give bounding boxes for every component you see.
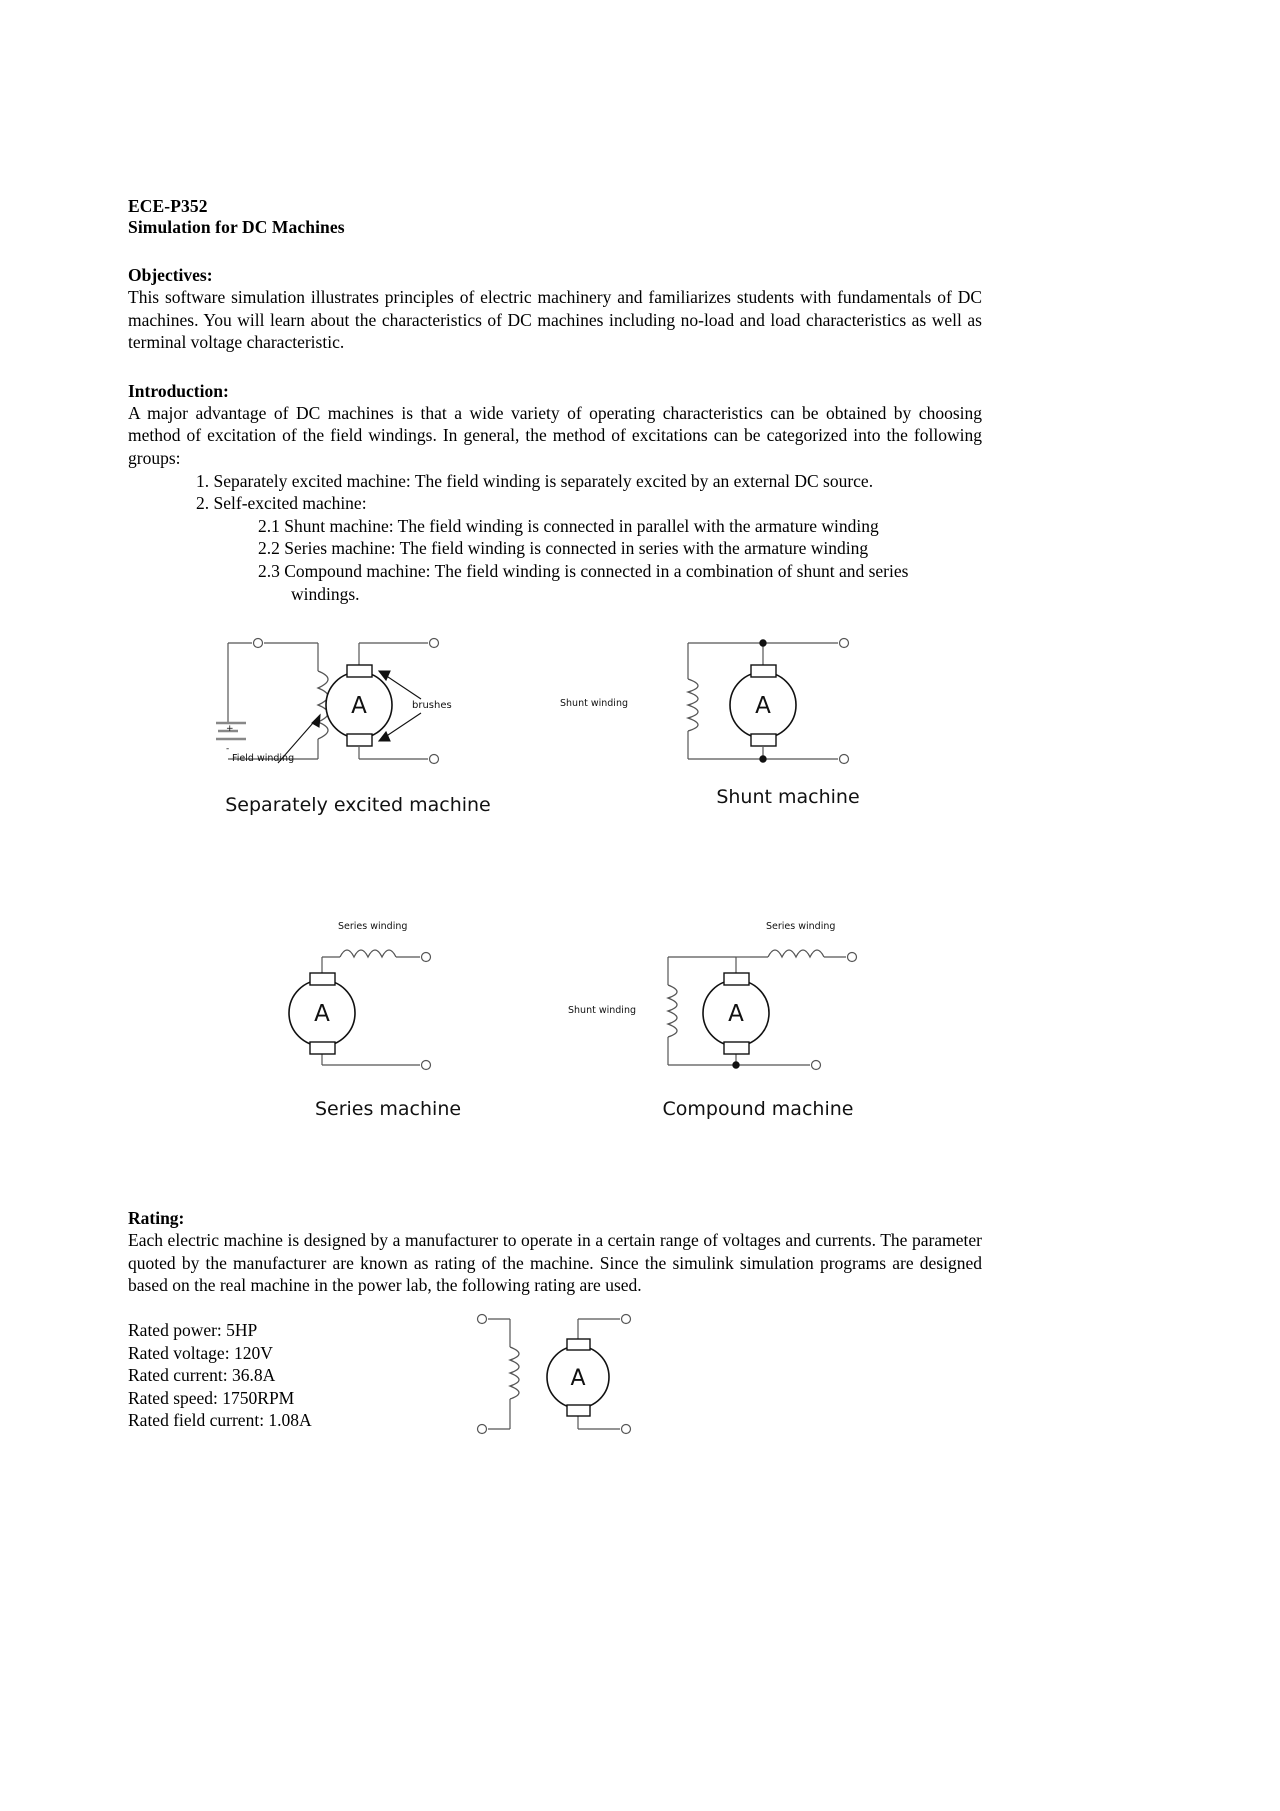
shunt-winding-label: Shunt winding (568, 1005, 636, 1017)
rating-machine-diagram (468, 1301, 668, 1461)
terminal-node (840, 755, 849, 764)
brush-box (567, 1405, 590, 1416)
figure-rating-machine (468, 1301, 668, 1461)
terminal-node (812, 1061, 821, 1070)
list-item-continuation: windings. (291, 583, 360, 604)
figure-row-top (128, 631, 982, 891)
figure-compound (568, 921, 880, 1083)
armature-label: A (314, 1001, 330, 1028)
terminal-node (478, 1314, 487, 1323)
armature-label: A (728, 1001, 744, 1028)
course-code: ECE-P352 (128, 196, 208, 216)
brush-box (347, 734, 372, 746)
list-item: Rated field current: 1.08A (128, 1410, 312, 1431)
rating-specs-area (128, 1319, 982, 1432)
brush-box (567, 1339, 590, 1350)
introduction-body: A major advantage of DC machines is that a wide variety of operating characteristics can be obtained by choosing method of excitation of the field windings. In general, the method of excitations can be categorized into the following groups: (128, 402, 982, 468)
brush-box (310, 1042, 335, 1054)
list-item: 2.1 Shunt machine: The field winding is connected in parallel with the armature winding (258, 515, 879, 536)
junction-dot (733, 1062, 739, 1068)
brush-box (310, 973, 335, 985)
list-item: Rated voltage: 120V (128, 1342, 273, 1363)
figure-caption: Series machine (314, 1098, 462, 1121)
terminal-node (840, 639, 849, 648)
list-item: Rated power: 5HP (128, 1319, 258, 1340)
series-winding-label: Series winding (766, 921, 836, 933)
figure-separately-excited (216, 631, 506, 781)
terminal-node (478, 1424, 487, 1433)
objectives-heading: Objectives: (128, 265, 213, 285)
brush-box (751, 734, 776, 746)
figure-caption: Compound machine (662, 1098, 854, 1121)
rating-heading: Rating: (128, 1208, 185, 1229)
armature-label: A (755, 693, 771, 720)
terminal-node (622, 1424, 631, 1433)
brushes-label: brushes (412, 700, 452, 712)
armature-label: A (570, 1365, 586, 1391)
compound-diagram (640, 923, 880, 1083)
polarity-minus-label: - (226, 744, 230, 755)
figure-caption: Shunt machine (716, 786, 860, 809)
introduction-heading: Introduction: (128, 380, 229, 401)
terminal-node (622, 1314, 631, 1323)
terminal-node (848, 953, 857, 962)
series-diagram (280, 923, 500, 1083)
list-item: 2. Self-excited machine: (196, 493, 367, 514)
terminal-node (430, 755, 439, 764)
brush-box (724, 973, 749, 985)
armature-label: A (351, 693, 367, 720)
junction-dot (760, 756, 766, 762)
figure-caption: Separately excited machine (225, 794, 491, 817)
brush-box (751, 665, 776, 677)
series-winding-label: Series winding (338, 921, 408, 933)
list-item: 2.3 Compound machine: The field winding is connected in a combination of shunt and series (258, 560, 909, 581)
brush-box (347, 665, 372, 677)
shunt-diagram (658, 631, 888, 781)
list-item: Rated current: 36.8A (128, 1365, 276, 1386)
junction-dot (760, 640, 766, 646)
terminal-node (422, 1061, 431, 1070)
brush-box (724, 1042, 749, 1054)
field-winding-label: Field winding (232, 753, 295, 765)
figure-row-bottom (128, 913, 982, 1173)
objectives-body: This software simulation illustrates principles of electric machinery and familiarizes students with fundamentals of DC machines. You will learn about the characteristics of DC machines including no-load and load characteristics as well as terminal voltage characteristic. (128, 287, 982, 353)
list-item: 2.2 Series machine: The field winding is connected in series with the armature winding (258, 538, 869, 559)
document-content (128, 196, 982, 1432)
list-item: Rated speed: 1750RPM (128, 1387, 295, 1408)
rating-body: Each electric machine is designed by a manufacturer to operate in a certain range of voltages and currents. The parameter quoted by the manufacturer are known as rating of the machine. Since the simulink simulation programs are designed based on the real machine in the power lab, the following rating are used. (128, 1230, 982, 1296)
figure-shunt (560, 631, 888, 781)
polarity-plus-label: + (226, 724, 234, 735)
terminal-node (254, 639, 263, 648)
list-item: 1. Separately excited machine: The field winding is separately excited by an external DC source. (196, 470, 874, 491)
terminal-node (430, 639, 439, 648)
page-title: Simulation for DC Machines (128, 217, 345, 237)
shunt-winding-label: Shunt winding (560, 698, 628, 710)
figure-series (280, 923, 500, 1083)
terminal-node (422, 953, 431, 962)
